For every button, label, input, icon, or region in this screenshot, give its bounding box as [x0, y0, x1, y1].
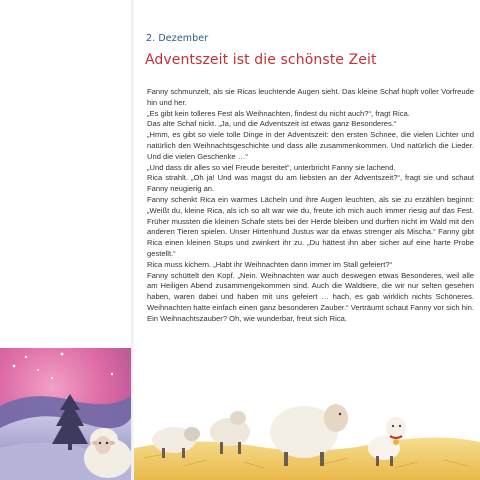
chapter-date: 2. Dezember [146, 33, 209, 44]
story-paragraph: Fanny schüttelt den Kopf. „Nein. Weihnachten war auch deswegen etwas Besonderes, weil alle am Heiligen Abend zusammengekommen sind. Auch die Waldtiere, die wir nur selten gesehen haben, waren dabei und haben mit uns gefeiert … hach, es gab wirklich nichts Schöneres. Weihnachten hatte einfach einen ganz besonderen Zauber.“ Verträumt schaut Fanny vor sich hin. [147, 270, 475, 312]
page-gutter [131, 0, 134, 480]
story-paragraph: Fanny schmunzelt, als sie Ricas leuchtende Augen sieht. Das kleine Schaf hüpft voller Vorfreude hin und her. [147, 87, 474, 107]
story-paragraph: Rica strahlt. „Oh ja! Und was magst du am liebsten an der Adventszeit?“, fragt sie und schaut Fanny neugierig an. [147, 173, 474, 194]
night-sheep-illustration [0, 348, 131, 480]
sheep-herd-image [134, 388, 480, 480]
story-paragraph: Das alte Schaf nickt. „Ja, und die Adventszeit ist etwas ganz Besonderes.“ [147, 119, 397, 129]
story-paragraph: „Und dass dir alles so viel Freude bereitet“, unterbricht Fanny sie lachend. [147, 162, 396, 172]
story-paragraph: Rica muss kichern. „Habt ihr Weihnachten dann immer im Stall gefeiert?“ [147, 259, 393, 269]
story-paragraph: Ein Weihnachtszauber? Oh, wie wunderbar, freut sich Rica. [147, 313, 347, 323]
story-paragraph: „Hmm, es gibt so viele tolle Dinge in der Adventszeit: den ersten Schnee, die vielen Lichter und natürlich den Weihnachtsgeschichte und dass alle zusammenkommen. Und natürlich die Lieder. Und die vielen Geschenke …“ [147, 130, 474, 161]
story-text [147, 87, 474, 325]
night-sheep-image [0, 348, 131, 480]
sheep-herd-illustration [134, 388, 480, 480]
chapter-title: Adventszeit ist die schönste Zeit [145, 52, 377, 68]
story-paragraph: Fanny schenkt Rica ein warmes Lächeln und ihre Augen leuchten, als sie zu erzählen beginnt: „Weißt du, kleine Rica, als ich so alt war wie du, freute ich mich auch immer riesig auf das Fest. Früher mussten die kleinen Schafe stets bei der Herde bleiben und durften nicht im Wald mit den anderen Tieren spielen. Unser Hirtenhund Justus war da etwas strenger als Mischa.“ Fanny gibt Rica einen kleinen Stups und zwinkert ihr zu. „Du hättest ihn aber sicher auf eine harte Probe gestellt.“ [147, 194, 474, 258]
story-paragraph: „Es gibt kein tolleres Fest als Weihnachten, findest du nicht auch?“, fragt Rica. [147, 108, 410, 118]
